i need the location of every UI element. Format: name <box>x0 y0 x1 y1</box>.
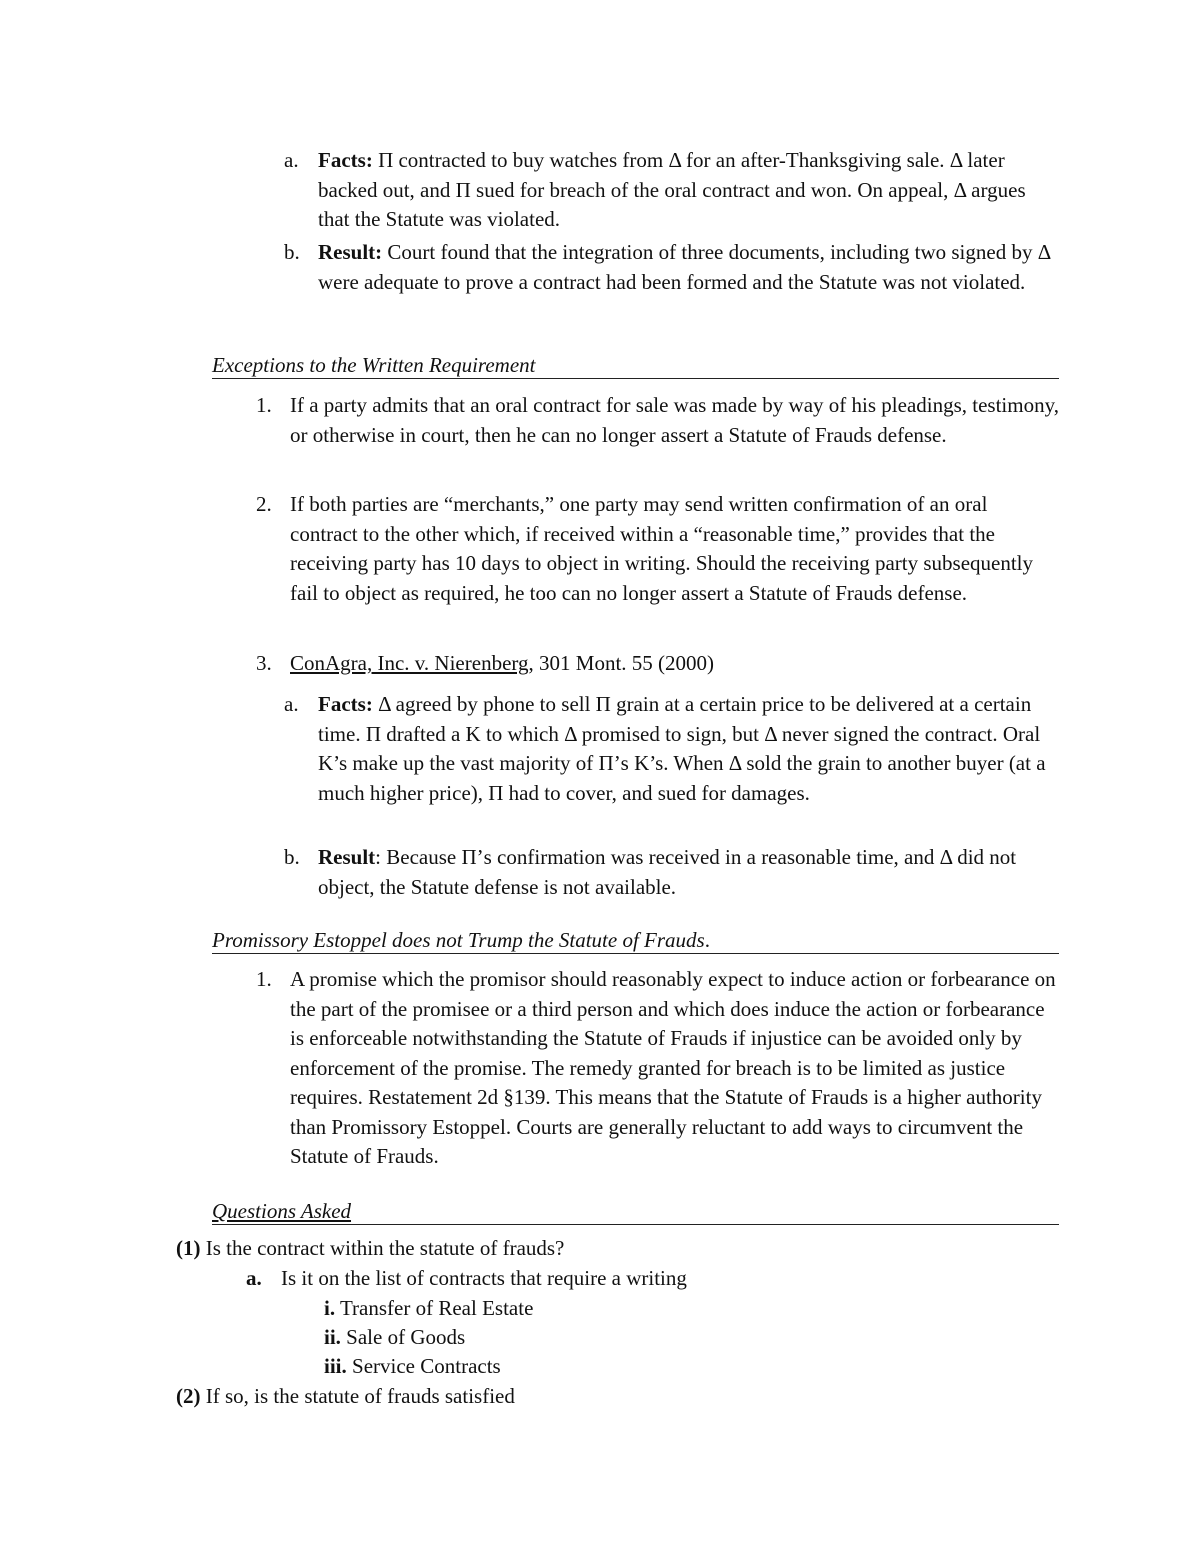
list-marker: i. <box>324 1296 336 1320</box>
question-text: Is the contract within the statute of frauds? <box>200 1236 565 1260</box>
question-text: If so, is the statute of frauds satisfied <box>200 1384 515 1408</box>
list-marker: 2. <box>256 492 272 516</box>
case-facts <box>318 690 1060 808</box>
section-heading-estoppel <box>212 927 1059 954</box>
facts-text: Π contracted to buy watches from Δ for an after-Thanksgiving sale. Δ later backed out, and Π sued for breach of the oral contract and won. On appeal, Δ argues that the Statute was violated. <box>318 148 1026 231</box>
result-label: Result: <box>318 240 383 264</box>
question-1 <box>176 1234 1056 1264</box>
list-marker: ii. <box>324 1325 341 1349</box>
case-result <box>318 843 1060 902</box>
section-heading-exceptions: Exceptions to the Written Requirement <box>212 352 1059 379</box>
estoppel-item-1: A promise which the promisor should reasonably expect to induce action or forbearance on the part of the promisee or a third person and which does induce the action or forbearance is enforceable notwithstanding the Statute of Frauds if injustice can be avoided only by enforcement of the promise. The remedy granted for breach is to be limited as justice requires. Restatement 2d §139. This means that the Statute of Frauds is a higher authority than Promissory Estoppel. Courts are generally reluctant to add ways to circumvent the Statute of Frauds. <box>290 967 1056 1168</box>
list-marker: a. <box>284 692 299 716</box>
exception-item-2: If both parties are “merchants,” one party may send written confirmation of an oral contract to the other which, if received within a “reasonable time,” provides that the receiving party has 10 days to object in writing. Should the receiving party subsequently fail to object as required, he too can no longer assert a Statute of Frauds defense. <box>290 492 1033 605</box>
result-label: Result <box>318 845 376 869</box>
list-item-facts <box>318 146 1058 235</box>
heading-text: Questions Asked <box>212 1199 352 1223</box>
question-marker: (2) <box>176 1384 201 1408</box>
question-1a-ii <box>324 1323 465 1353</box>
list-marker: 1. <box>256 393 272 417</box>
facts-label: Facts: <box>318 692 373 716</box>
heading-text: Promissory Estoppel does not Trump the Statute of Frauds <box>212 928 705 952</box>
result-text: Court found that the integration of three documents, including two signed by Δ were adequate to prove a contract had been formed and the Statute was not violated. <box>318 240 1051 294</box>
list-marker: 1. <box>256 967 272 991</box>
question-1a: Is it on the list of contracts that require a writing <box>281 1266 687 1290</box>
list-item-result <box>318 238 1058 297</box>
exception-item-1: If a party admits that an oral contract for sale was made by way of his pleadings, testimony, or otherwise in court, then he can no longer assert a Statute of Frauds defense. <box>290 393 1059 447</box>
question-1a-i <box>324 1294 533 1324</box>
item-text: Service Contracts <box>346 1354 501 1378</box>
list-marker: b. <box>284 240 300 264</box>
facts-label: Facts: <box>318 148 373 172</box>
facts-text: Δ agreed by phone to sell Π grain at a certain price to be delivered at a certain time. Π drafted a K to which Δ promised to sign, but Δ never signed the contract. Oral K’s make up the vast majority of Π’s K’s. When Δ sold the grain to another buyer (at a much higher price), Π had to cover, and sued for damages. <box>318 692 1046 805</box>
list-marker: iii. <box>324 1354 347 1378</box>
case-name: ConAgra, Inc. v. Nierenberg <box>290 651 529 675</box>
item-text: Sale of Goods <box>340 1325 466 1349</box>
exception-item-3 <box>290 649 1060 679</box>
heading-suffix: . <box>704 928 710 952</box>
question-2 <box>176 1382 1056 1412</box>
list-marker: b. <box>284 845 300 869</box>
item-text: Transfer of Real Estate <box>335 1296 534 1320</box>
list-marker: a. <box>246 1266 262 1290</box>
case-citation: , 301 Mont. 55 (2000) <box>528 651 715 675</box>
list-marker: 3. <box>256 651 272 675</box>
result-text: : Because Π’s confirmation was received in a reasonable time, and Δ did not object, the Statute defense is not available. <box>318 845 1017 899</box>
list-marker: a. <box>284 148 299 172</box>
question-1a-iii <box>324 1352 501 1382</box>
question-marker: (1) <box>176 1236 201 1260</box>
section-heading-questions <box>212 1198 1059 1225</box>
